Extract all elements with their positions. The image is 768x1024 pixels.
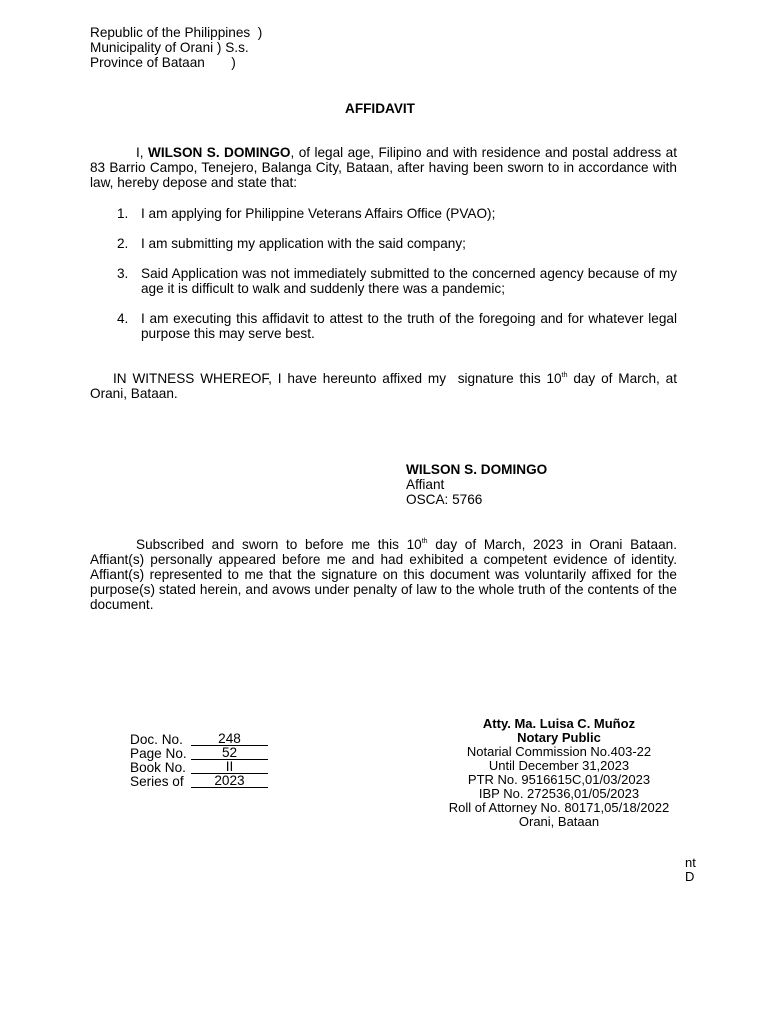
venue-line-province: Province of Bataan ) [90, 55, 236, 70]
jurat-text-end: day of March, 2023 in Orani Bataan. Affiant(s) personally appeared before me and had exhibited a competent evidence of identity. Affiant(s) represented to me that the signature on this document was voluntarily affixed for the purpose(s) stated herein, and avows under penalty of law to the whole truth of the contents of the document. [90, 537, 677, 612]
statement-item [117, 311, 677, 341]
doc-ref-value: 52 [191, 746, 268, 760]
doc-ref-value: 2023 [191, 774, 268, 788]
statement-text: I am applying for Philippine Veterans Affairs Office (PVAO); [141, 206, 496, 221]
notary-title: Notary Public [517, 730, 601, 745]
venue-caption [90, 25, 262, 70]
doc-ref-value: 248 [191, 732, 268, 746]
witness-paragraph [90, 371, 677, 401]
doc-ref-row [130, 774, 268, 788]
notary-ibp: IBP No. 272536,01/05/2023 [478, 786, 640, 801]
doc-ref-row [130, 760, 268, 774]
statement-number: 3. [117, 266, 129, 281]
doc-ref-label: Page No. [130, 746, 187, 761]
notary-block [400, 716, 718, 828]
statement-item [117, 266, 677, 296]
doc-ref-label: Book No. [130, 760, 186, 775]
ordinal-suffix: th [421, 538, 428, 545]
affiant-name: WILSON S. DOMINGO [406, 462, 548, 477]
doc-ref-value: II [191, 760, 268, 774]
affiant-osca: OSCA: 5766 [406, 492, 483, 507]
statement-number: 4. [117, 311, 129, 326]
doc-ref-label: Doc. No. [130, 732, 183, 747]
venue-line-municipality: Municipality of Orani ) S.s. [90, 40, 249, 55]
statement-item [117, 206, 677, 221]
notary-name: Atty. Ma. Luisa C. Muñoz [482, 716, 636, 731]
jurat-text-start: Subscribed and sworn to before me this 10 [136, 537, 422, 552]
statement-number: 1. [117, 206, 129, 221]
notary-ptr: PTR No. 9516615C,01/03/2023 [467, 772, 651, 787]
intro-rest: , of legal age, Filipino and with residence and postal address at 83 Barrio Campo, Tenejero, Balanga City, Bataan, after having been sworn to in accordance with law, hereby depose and state that: [90, 145, 677, 190]
doc-ref-row [130, 732, 268, 746]
intro-paragraph [90, 145, 677, 190]
venue-line-republic: Republic of the Philippines ) [90, 25, 263, 40]
doc-ref-label: Series of [130, 774, 184, 789]
document-title: AFFIDAVIT [345, 101, 415, 116]
statement-text: Said Application was not immediately submitted to the concerned agency because of my age it is difficult to walk and suddenly there was a pandemic; [141, 266, 677, 296]
notarial-register-refs [130, 732, 268, 788]
cropped-edge-text [685, 855, 696, 883]
notary-until: Until December 31,2023 [488, 758, 630, 773]
affiant-signature-block [406, 462, 547, 507]
notary-location: Orani, Bataan [518, 814, 600, 829]
edge-text-line: nt [685, 855, 696, 870]
witness-text-end: day of March, at Orani, Bataan. [90, 371, 677, 401]
affiant-role: Affiant [406, 477, 445, 492]
statement-number: 2. [117, 236, 129, 251]
statement-item [117, 236, 677, 251]
edge-text-line: D [685, 869, 695, 884]
intro-prefix: I, [136, 145, 148, 160]
affiant-name-inline: WILSON S. DOMINGO [147, 145, 291, 160]
doc-ref-row [130, 746, 268, 760]
ordinal-suffix: th [561, 372, 568, 379]
jurat-paragraph [90, 537, 677, 612]
statement-text: I am submitting my application with the said company; [141, 236, 466, 251]
notary-commission: Notarial Commission No.403-22 [466, 744, 652, 759]
statement-text: I am executing this affidavit to attest to the truth of the foregoing and for whatever legal purpose this may serve best. [141, 311, 677, 341]
witness-text-start: IN WITNESS WHEREOF, I have hereunto affixed my signature this 10 [113, 371, 562, 386]
notary-roll: Roll of Attorney No. 80171,05/18/2022 [448, 800, 670, 815]
